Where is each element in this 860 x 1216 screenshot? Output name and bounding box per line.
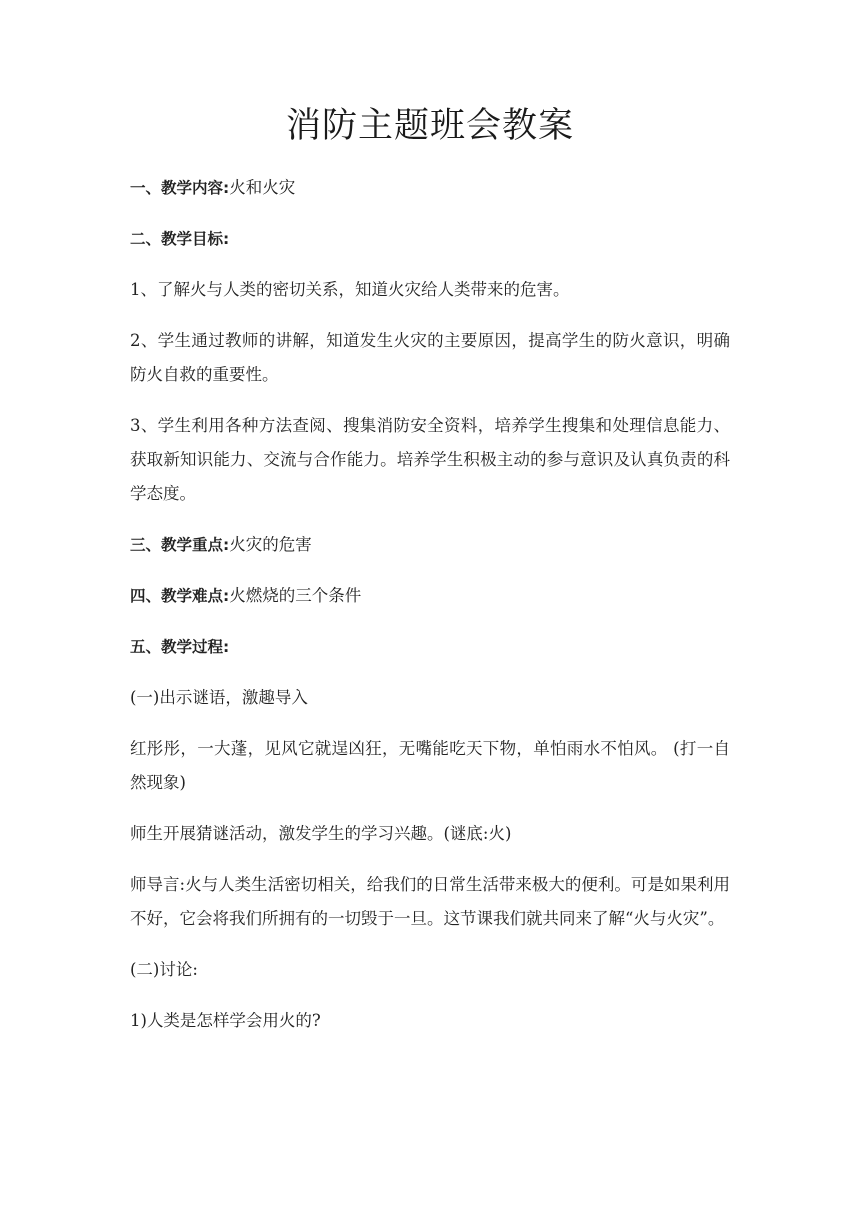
section-label: 四、教学难点:: [130, 587, 230, 605]
objective-item: 1、了解火与人类的密切关系，知道火灾给人类带来的危害。: [130, 280, 570, 299]
section-process: [130, 630, 730, 664]
process-paragraph: (一)出示谜语，激趣导入: [130, 688, 308, 707]
section-label: 三、教学重点:: [130, 536, 230, 554]
objective-item: 2、学生通过教师的讲解，知道发生火灾的主要原因，提高学生的防火意识，明确防火自救的重要性。: [130, 331, 730, 384]
process-paragraph: 师导言:火与人类生活密切相关，给我们的日常生活带来极大的便利。可是如果利用不好，它会将我们所拥有的一切毁于一旦。这节课我们就共同来了解“火与火灾”。: [130, 875, 730, 928]
section-text: 火灾的危害: [229, 535, 312, 554]
section-label: 五、教学过程:: [130, 638, 230, 656]
section-content: [130, 171, 730, 205]
section-objectives: [130, 222, 730, 256]
process-paragraph: 师生开展猜谜活动，激发学生的学习兴趣。(谜底:火): [130, 824, 512, 843]
document-body: [130, 171, 730, 1055]
section-key-point: [130, 528, 730, 562]
document-title: 消防主题班会教案: [285, 106, 574, 146]
process-paragraph: 1)人类是怎样学会用火的?: [130, 1011, 321, 1030]
process-paragraph: 红彤彤，一大蓬，见风它就逞凶狂，无嘴能吃天下物，单怕雨水不怕风。 (打一自然现象): [130, 739, 730, 792]
section-difficulty: [130, 579, 730, 613]
section-text: 火和火灾: [229, 178, 296, 197]
process-paragraph: (二)讨论:: [130, 960, 198, 979]
objective-item: 3、学生利用各种方法查阅、搜集消防安全资料，培养学生搜集和处理信息能力、获取新知识能力、交流与合作能力。培养学生积极主动的参与意识及认真负责的科学态度。: [130, 416, 730, 503]
section-label: 二、教学目标:: [130, 230, 230, 248]
section-label: 一、教学内容:: [130, 179, 230, 197]
section-text: 火燃烧的三个条件: [229, 586, 362, 605]
